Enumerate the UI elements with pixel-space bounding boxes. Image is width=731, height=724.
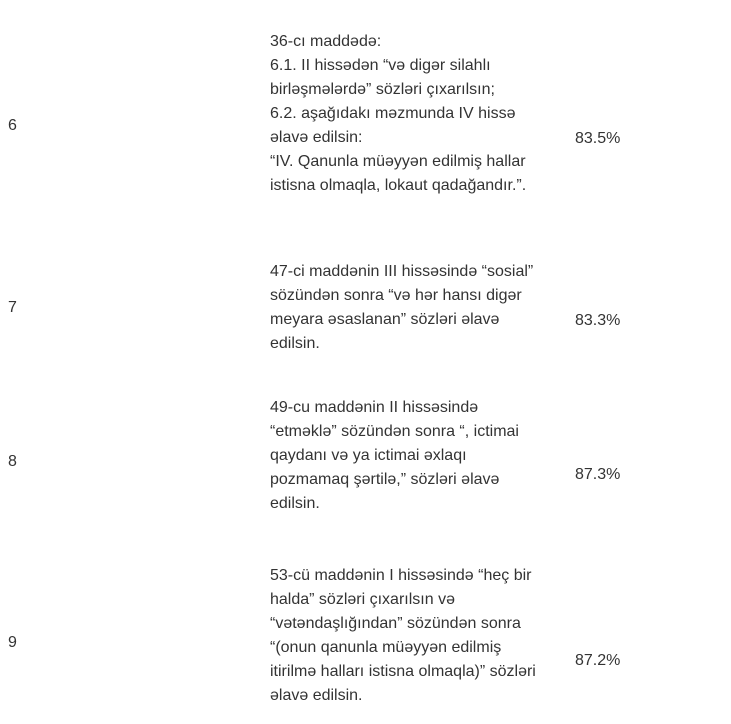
row-number: 8 — [8, 453, 17, 470]
row-text — [270, 396, 570, 516]
row-number: 9 — [8, 634, 17, 651]
text-line: sözündən sonra “və hər hansı digər — [270, 287, 522, 304]
text-line: “vətəndaşlığından” sözündən sonra — [270, 615, 521, 632]
table-row — [0, 564, 731, 724]
text-line: əlavə edilsin. — [270, 687, 363, 704]
text-line: 47-ci maddənin III hissəsində “sosial” — [270, 263, 534, 280]
text-line: qaydanı və ya ictimai əxlaqı — [270, 447, 467, 464]
text-line: 6.1. II hissədən “və digər silahlı — [270, 57, 491, 74]
table-row — [0, 260, 731, 396]
text-line: pozmamaq şərtilə,” sözləri əlavə — [270, 471, 500, 488]
text-line: “etməklə” sözündən sonra “, ictimai — [270, 423, 519, 440]
row-percent: 83.3% — [575, 312, 621, 329]
text-line: 36-cı maddədə: — [270, 33, 382, 50]
row-text — [270, 564, 570, 708]
amendments-table — [0, 30, 731, 724]
text-line: edilsin. — [270, 495, 320, 512]
text-line: 49-cu maddənin II hissəsində — [270, 399, 479, 416]
row-percent: 87.3% — [575, 466, 621, 483]
row-percent: 83.5% — [575, 130, 621, 147]
text-line: 53-cü maddənin I hissəsində “heç bir — [270, 567, 532, 584]
row-text — [270, 260, 570, 356]
row-number: 6 — [8, 117, 17, 134]
text-line: “(onun qanunla müəyyən edilmiş — [270, 639, 502, 656]
text-line: “IV. Qanunla müəyyən edilmiş hallar — [270, 153, 526, 170]
row-text — [270, 30, 570, 198]
row-number: 7 — [8, 299, 17, 316]
text-line: halda” sözləri çıxarılsın və — [270, 591, 455, 608]
text-line: birləşmələrdə” sözləri çıxarılsın; — [270, 81, 495, 98]
text-line: edilsin. — [270, 335, 320, 352]
text-line: istisna olmaqla, lokaut qadağandır.”. — [270, 177, 527, 194]
text-line: itirilmə halları istisna olmaqla)” sözləri — [270, 663, 536, 680]
row-percent: 87.2% — [575, 652, 621, 669]
text-line: əlavə edilsin: — [270, 129, 363, 146]
text-line: 6.2. aşağıdakı məzmunda IV hissə — [270, 105, 516, 122]
table-row — [0, 396, 731, 564]
table-row — [0, 30, 731, 260]
text-line: meyara əsaslanan” sözləri əlavə — [270, 311, 500, 328]
